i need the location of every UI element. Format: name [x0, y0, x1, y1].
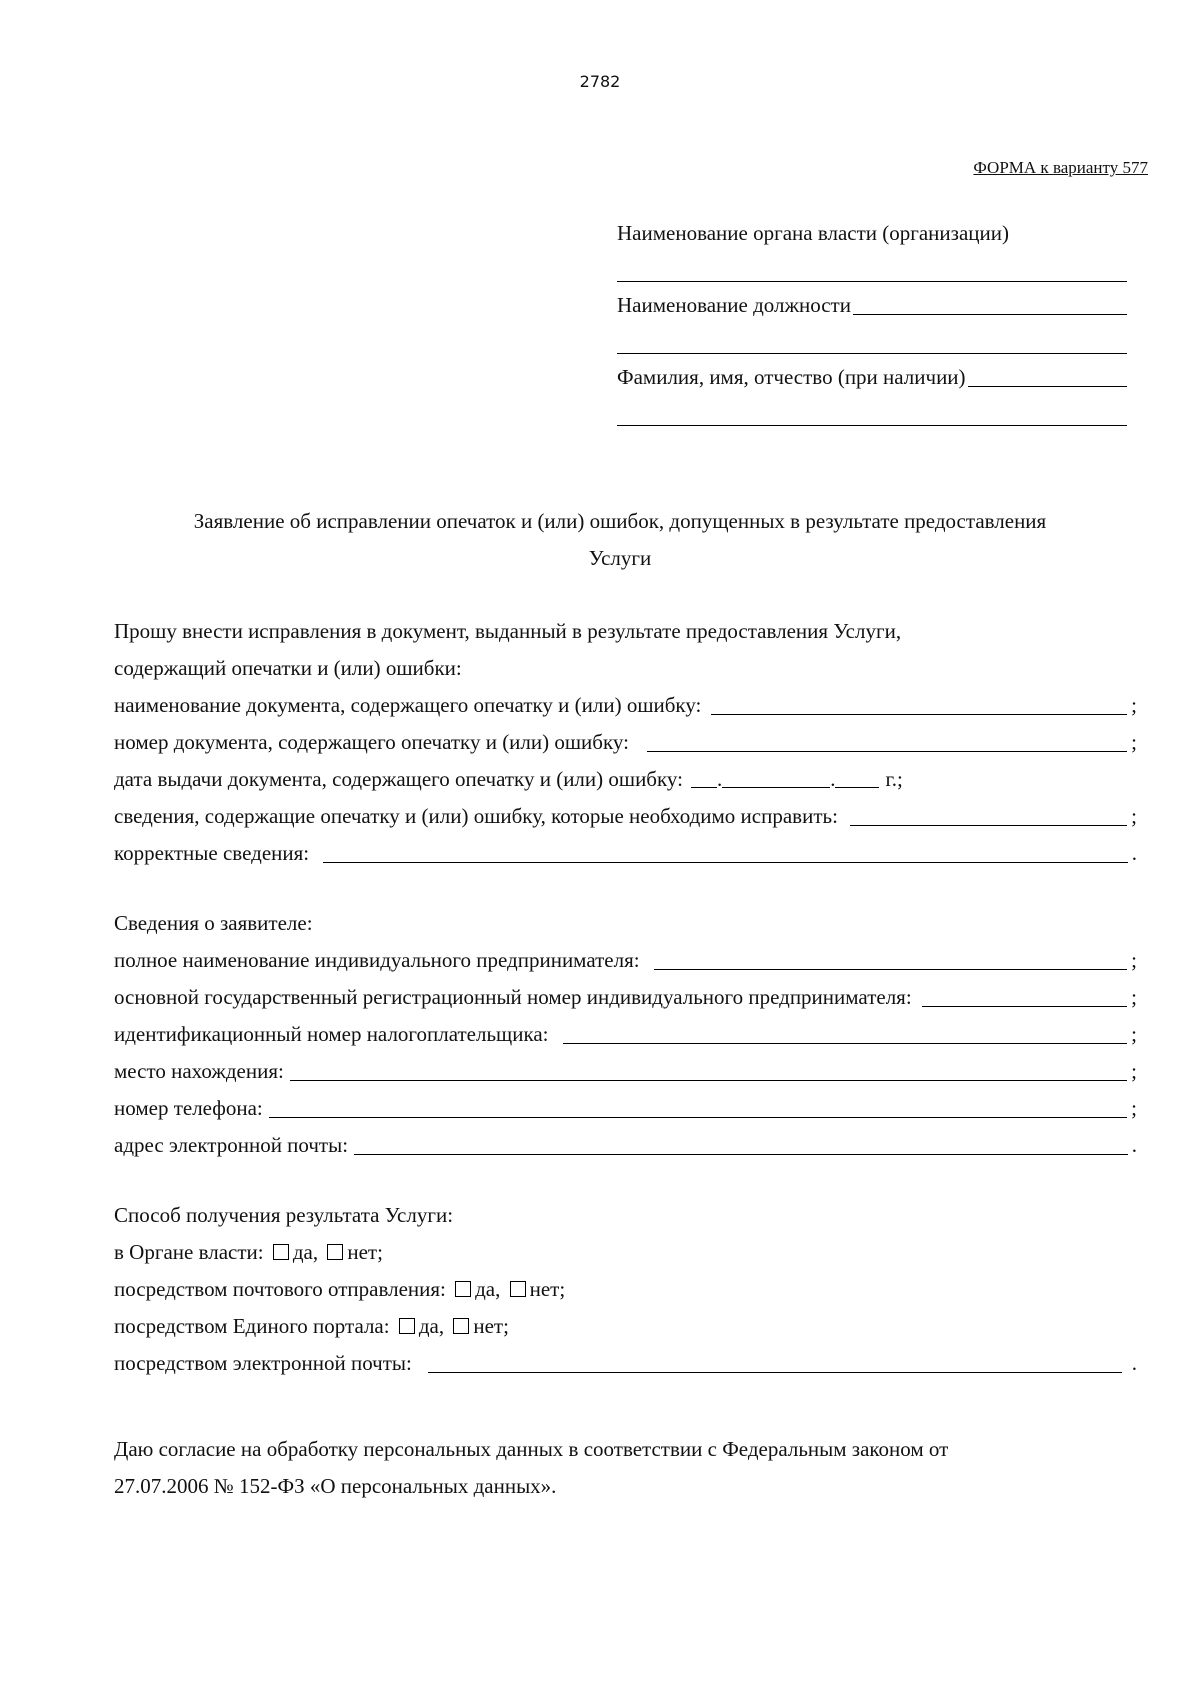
full-name-field[interactable]	[654, 968, 1128, 970]
delivery-email-field[interactable]	[428, 1371, 1122, 1373]
correct-info-end: .	[1131, 841, 1137, 865]
doc-name-end: ;	[1131, 693, 1137, 717]
doc-name-label: наименование документа, содержащего опечатку и (или) ошибку:	[114, 693, 702, 717]
authority-row	[114, 1234, 1137, 1271]
form-reference: ФОРМА к варианту 577	[973, 158, 1148, 177]
delivery-email-end: .	[1131, 1351, 1137, 1375]
addressee-block	[617, 218, 1127, 248]
phone-field[interactable]	[269, 1116, 1127, 1118]
delivery-heading: Способ получения результата Услуги:	[114, 1203, 454, 1227]
location-field[interactable]	[290, 1079, 1127, 1081]
authority-no-checkbox[interactable]	[327, 1244, 343, 1260]
doc-name-row	[114, 687, 1137, 724]
inn-end: ;	[1131, 1022, 1137, 1046]
post-row	[114, 1271, 1137, 1308]
post-label: посредством почтового отправления:	[114, 1277, 446, 1301]
phone-end: ;	[1131, 1096, 1137, 1120]
fio-field-2[interactable]	[617, 425, 1127, 426]
position-row	[617, 290, 1127, 320]
email-label: адрес электронной почты:	[114, 1133, 349, 1157]
consent-line-2: 27.07.2006 № 152-ФЗ «О персональных данных».	[114, 1474, 557, 1498]
inn-field[interactable]	[563, 1042, 1128, 1044]
fio-label: Фамилия, имя, отчество (при наличии)	[617, 365, 966, 389]
page-number: 2782	[579, 72, 621, 91]
correct-info-row	[114, 835, 1137, 872]
consent-block	[114, 1431, 1137, 1505]
request-block	[114, 613, 1137, 872]
document-title	[120, 503, 1120, 577]
doc-number-field[interactable]	[647, 750, 1127, 752]
delivery-block	[114, 1197, 1137, 1382]
location-end: ;	[1131, 1059, 1137, 1083]
applicant-heading: Сведения о заявителе:	[114, 911, 313, 935]
doc-date-row	[114, 761, 1137, 798]
doc-name-field[interactable]	[711, 713, 1127, 715]
position-label: Наименование должности	[617, 293, 851, 317]
phone-label: номер телефона:	[114, 1096, 263, 1120]
authority-label: в Органе власти:	[114, 1240, 264, 1264]
post-yes-checkbox[interactable]	[455, 1281, 471, 1297]
email-end: .	[1131, 1133, 1137, 1157]
doc-number-end: ;	[1131, 730, 1137, 754]
request-intro-1: Прошу внести исправления в документ, выданный в результате предоставления Услуги,	[114, 619, 902, 643]
portal-label: посредством Единого портала:	[114, 1314, 390, 1338]
position-field-2[interactable]	[617, 353, 1127, 354]
title-line-1: Заявление об исправлении опечаток и (или) ошибок, допущенных в результате предоставления	[193, 509, 1047, 533]
ogrnip-field[interactable]	[922, 1005, 1127, 1007]
location-label: место нахождения:	[114, 1059, 284, 1083]
email-row	[114, 1127, 1137, 1164]
email-field[interactable]	[354, 1153, 1128, 1155]
wrong-info-end: ;	[1131, 804, 1137, 828]
position-field[interactable]	[853, 313, 1127, 315]
doc-number-label: номер документа, содержащего опечатку и (или) ошибку:	[114, 730, 629, 754]
delivery-email-label: посредством электронной почты:	[114, 1351, 412, 1375]
portal-yes-label: да,	[418, 1314, 445, 1338]
post-no-checkbox[interactable]	[510, 1281, 526, 1297]
doc-date-suffix: г.;	[885, 767, 903, 791]
title-line-2: Услуги	[588, 546, 652, 570]
org-label: Наименование органа власти (организации)	[617, 221, 1009, 245]
request-intro-2: содержащий опечатки и (или) ошибки:	[114, 656, 462, 680]
doc-number-row	[114, 724, 1137, 761]
post-no-label: нет;	[529, 1277, 566, 1301]
delivery-email-row	[114, 1345, 1137, 1382]
phone-row	[114, 1090, 1137, 1127]
wrong-info-field[interactable]	[850, 824, 1127, 826]
portal-no-checkbox[interactable]	[453, 1318, 469, 1334]
portal-no-label: нет;	[473, 1314, 509, 1338]
applicant-block	[114, 905, 1137, 1164]
authority-no-label: нет;	[347, 1240, 383, 1264]
correct-info-field[interactable]	[323, 861, 1128, 863]
authority-yes-label: да,	[292, 1240, 319, 1264]
full-name-row	[114, 942, 1137, 979]
ogrnip-row	[114, 979, 1137, 1016]
fio-field[interactable]	[968, 385, 1127, 387]
location-row	[114, 1053, 1137, 1090]
doc-date-field[interactable]: . .	[691, 761, 880, 798]
post-yes-label: да,	[475, 1277, 501, 1301]
org-field[interactable]	[617, 281, 1127, 282]
wrong-info-label: сведения, содержащие опечатку и (или) ошибку, которые необходимо исправить:	[114, 804, 838, 828]
correct-info-label: корректные сведения:	[114, 841, 310, 865]
inn-label: идентификационный номер налогоплательщика:	[114, 1022, 549, 1046]
ogrnip-label: основной государственный регистрационный номер индивидуального предпринимателя:	[114, 985, 912, 1009]
full-name-label: полное наименование индивидуального предпринимателя:	[114, 948, 640, 972]
doc-date-label: дата выдачи документа, содержащего опечатку и (или) ошибку:	[114, 767, 683, 791]
full-name-end: ;	[1131, 948, 1137, 972]
inn-row	[114, 1016, 1137, 1053]
fio-row	[617, 362, 1127, 392]
wrong-info-row	[114, 798, 1137, 835]
authority-yes-checkbox[interactable]	[273, 1244, 289, 1260]
ogrnip-end: ;	[1131, 985, 1137, 1009]
portal-yes-checkbox[interactable]	[399, 1318, 415, 1334]
consent-line-1: Даю согласие на обработку персональных данных в соответствии с Федеральным законом от	[114, 1437, 949, 1461]
portal-row	[114, 1308, 1137, 1345]
